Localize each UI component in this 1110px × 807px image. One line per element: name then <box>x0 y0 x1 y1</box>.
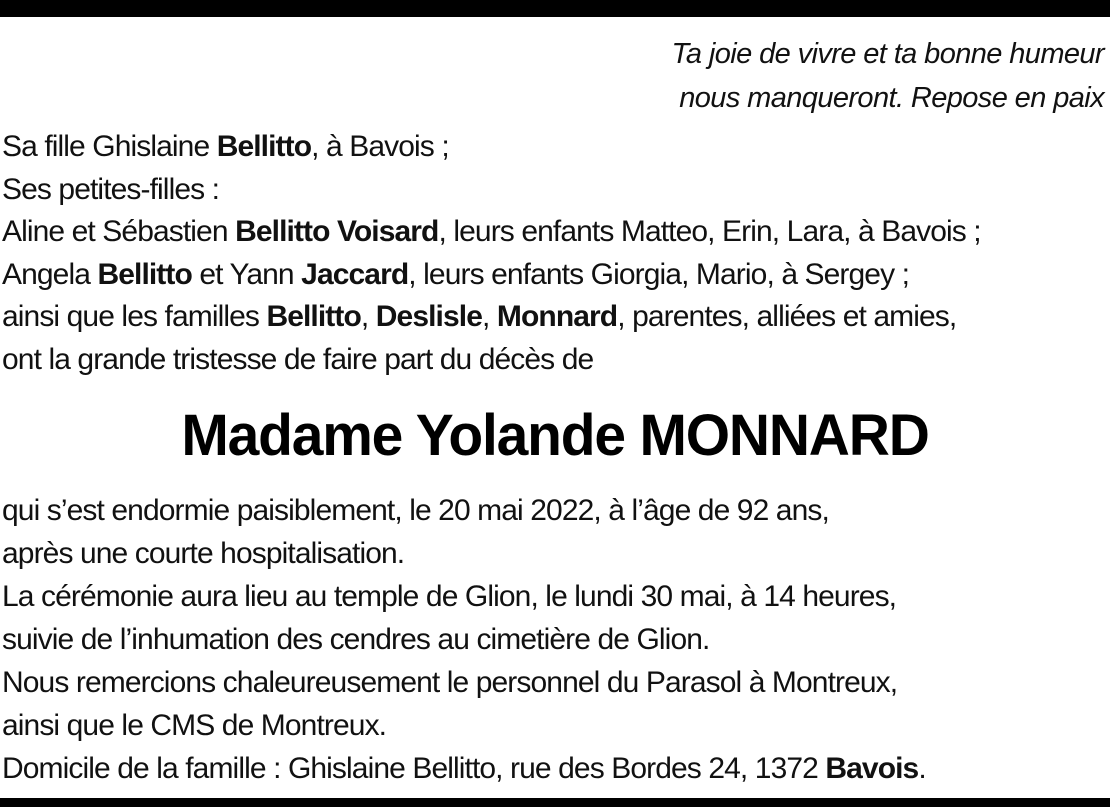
motto-quote <box>671 32 1104 120</box>
surname: Bellitto <box>266 300 361 333</box>
surname: Monnard <box>496 300 618 333</box>
top-border-rule <box>0 0 1110 17</box>
details-line-passing: qui s’est endormie paisiblement, le 20 mai 2022, à l’âge de 92 ans, <box>2 494 829 527</box>
bottom-border-rule <box>0 798 1110 807</box>
surname: Deslisle <box>375 300 482 333</box>
motto-line-2: nous manqueront. Repose en paix <box>679 82 1104 114</box>
details-line-thanks: Nous remercions chaleureusement le personnel du Parasol à Montreux, <box>2 666 898 699</box>
obituary-details <box>2 489 926 790</box>
text: Aline et Sébastien <box>2 215 236 248</box>
family-line-aline <box>2 211 981 254</box>
details-line-ceremony: La cérémonie aura lieu au temple de Glion, le lundi 30 mai, à 14 heures, <box>2 580 897 613</box>
family-line-daughter <box>2 126 981 169</box>
text: , leurs enfants Matteo, Erin, Lara, à Bavois ; <box>438 215 981 248</box>
family-line-families <box>2 296 981 339</box>
family-line-announcement: ont la grande tristesse de faire part du décès de <box>2 342 594 376</box>
text: , <box>360 300 376 333</box>
surname: Jaccard <box>301 257 409 291</box>
family-line-granddaughters: Ses petites-filles : <box>2 172 220 206</box>
deceased-name: Madame Yolande MONNARD <box>181 403 929 468</box>
text: . <box>918 752 926 785</box>
motto-line-1: Ta joie de vivre et ta bonne humeur <box>671 38 1104 70</box>
surname: Bellitto <box>97 257 192 291</box>
details-line-domicile <box>2 747 926 790</box>
family-line-angela <box>2 254 981 297</box>
text: , <box>482 300 497 333</box>
text: Angela <box>2 257 98 291</box>
text: , parentes, alliées et amies, <box>617 300 957 333</box>
surname: Bellitto Voisard <box>235 215 439 248</box>
text: , leurs enfants Giorgia, Mario, à Sergey ; <box>408 257 910 291</box>
text: Sa fille Ghislaine <box>2 130 217 163</box>
text: ainsi que les familles <box>2 300 267 333</box>
details-line-hospital: après une courte hospitalisation. <box>2 537 405 570</box>
family-announcement <box>2 126 981 381</box>
details-line-burial: suivie de l’inhumation des cendres au cimetière de Glion. <box>2 623 710 656</box>
surname: Bellitto <box>216 130 312 163</box>
town: Bavois <box>825 752 919 785</box>
details-line-cms: ainsi que le CMS de Montreux. <box>2 709 387 742</box>
text: Domicile de la famille : Ghislaine Bellitto, rue des Bordes 24, 1372 <box>2 752 826 785</box>
text: et Yann <box>191 257 302 291</box>
text: , à Bavois ; <box>311 130 449 163</box>
